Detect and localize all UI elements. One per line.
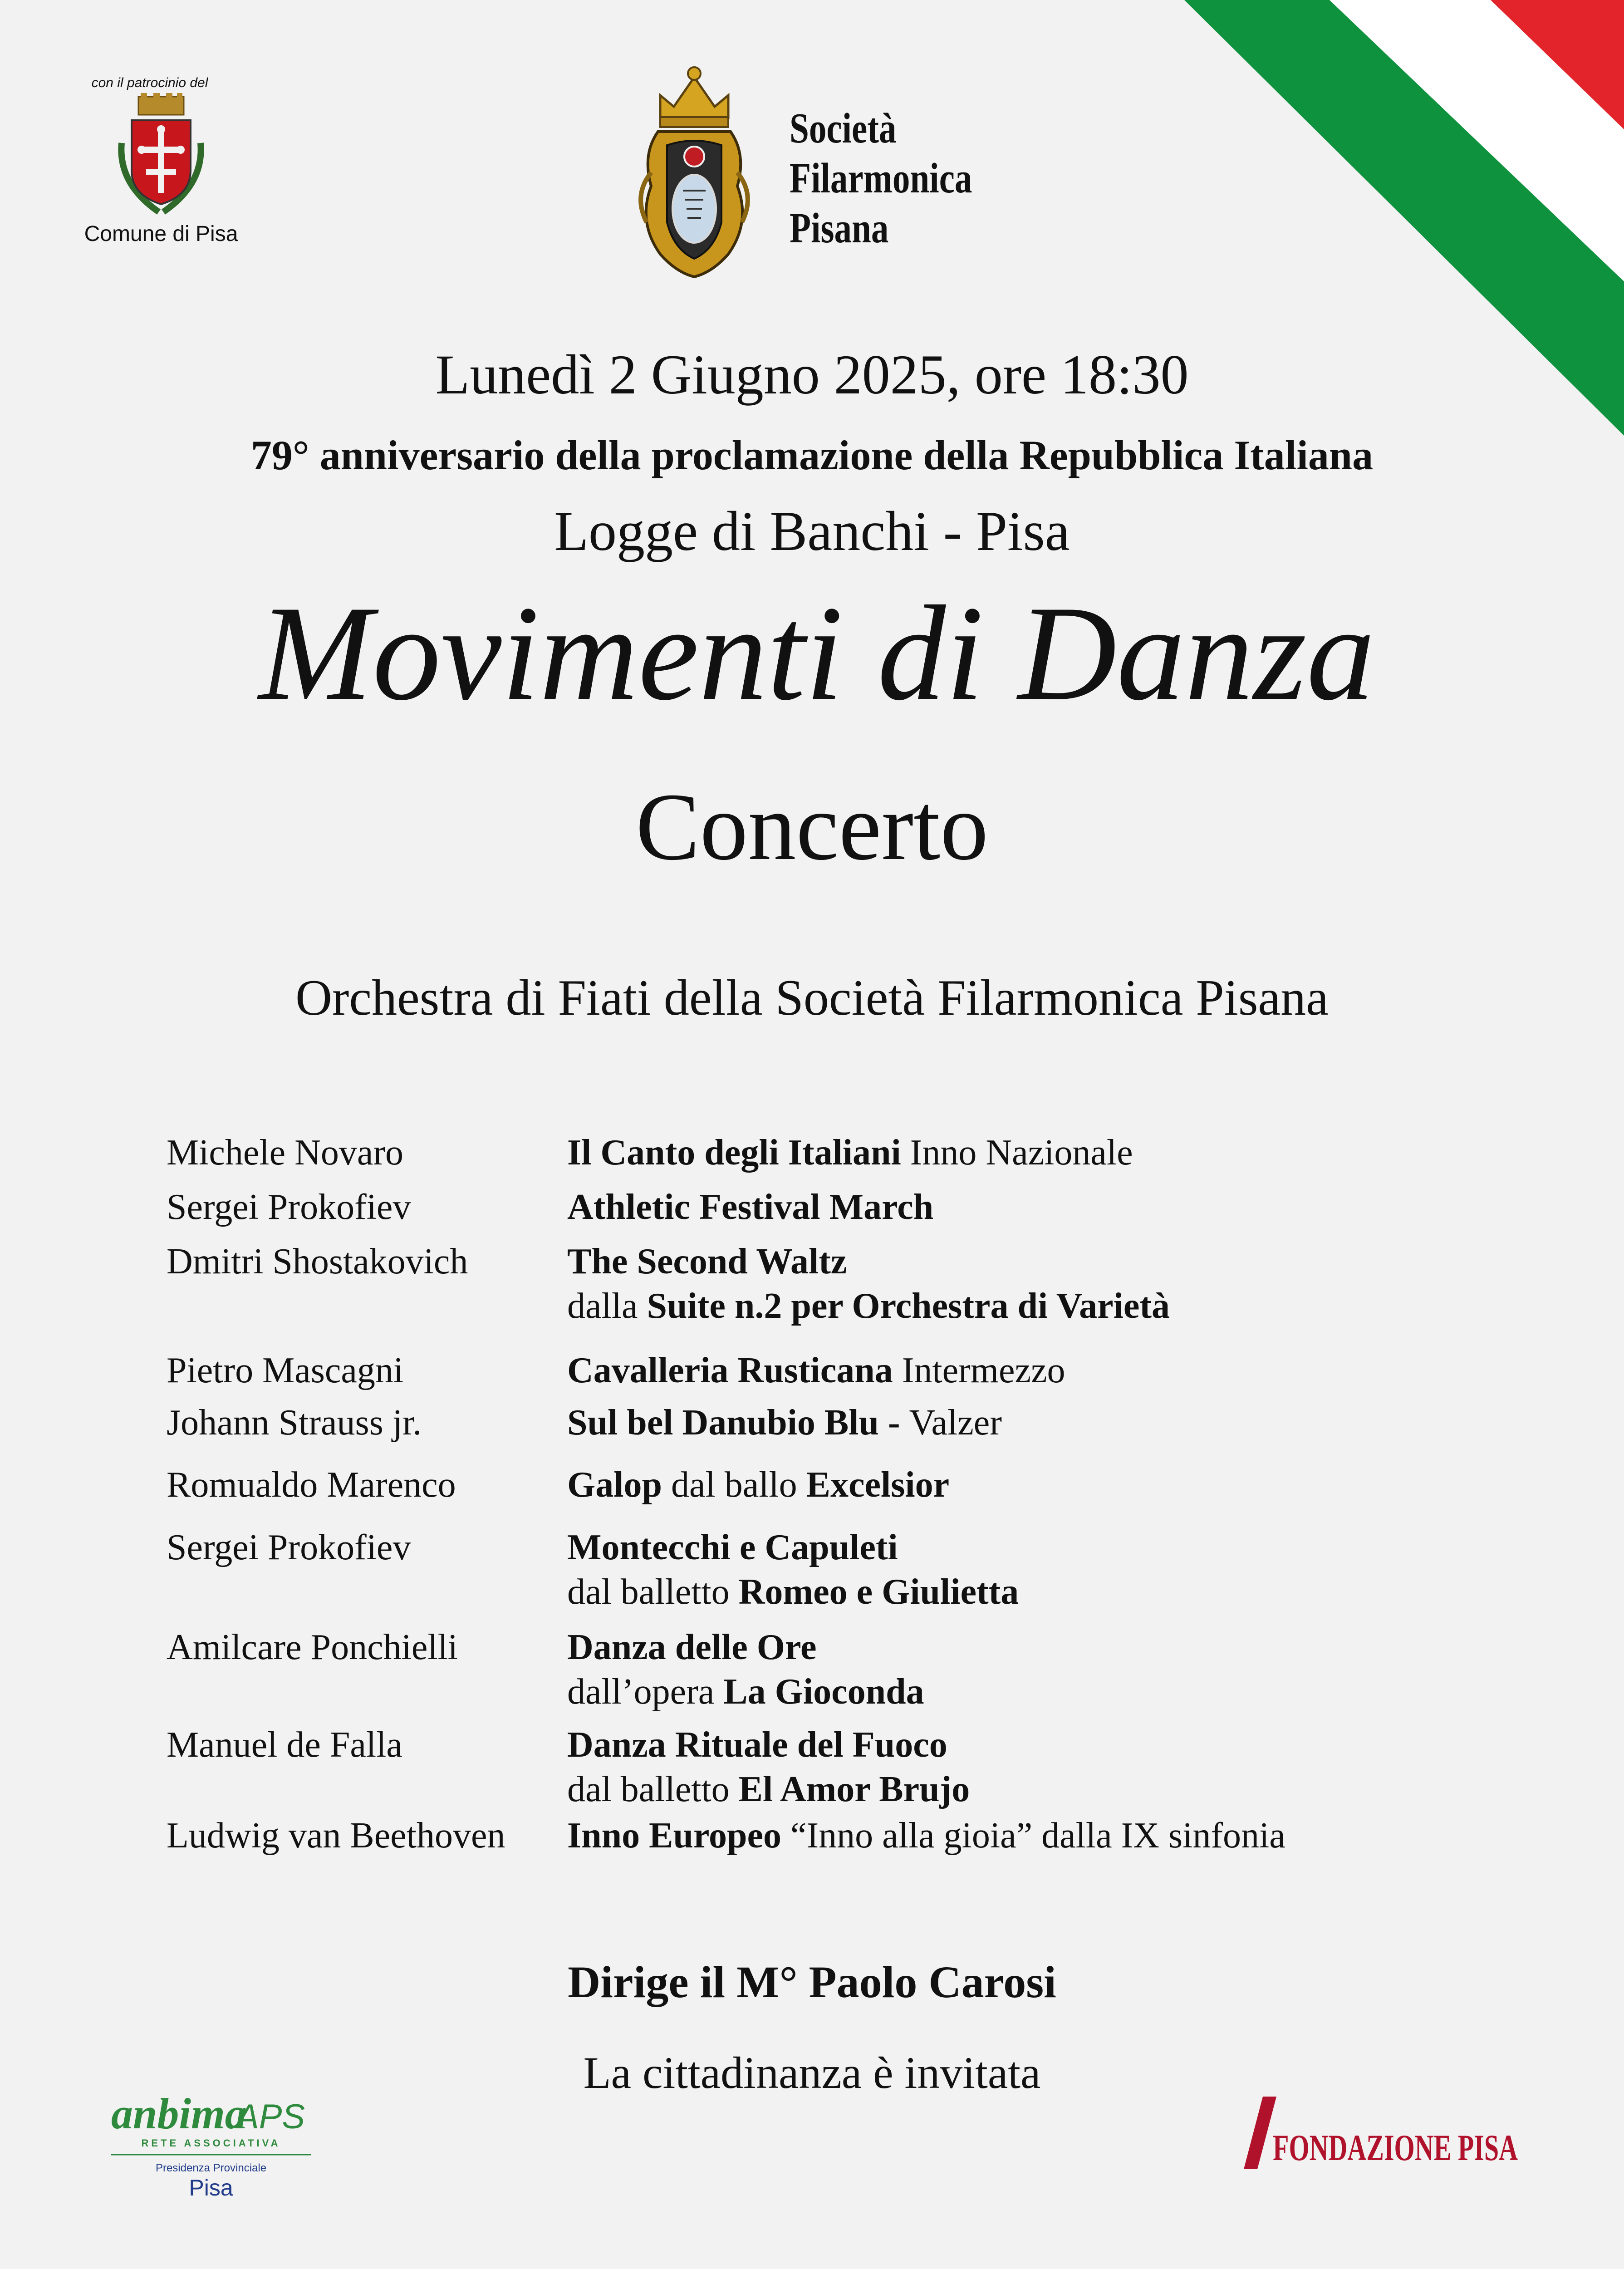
society-wordmark-line: Filarmonica (790, 155, 972, 202)
society-wordmark-line: Pisana (790, 205, 889, 252)
event-title (236, 576, 1398, 767)
program-work (567, 1352, 1065, 1389)
program-composer: Sergei Prokofiev (167, 1527, 411, 1567)
program-work (567, 1629, 817, 1665)
event-anniversary: 79° anniversario della proclamazione della Repubblica Italiana (250, 432, 1374, 478)
program-work-title: El Amor Brujo (738, 1769, 970, 1809)
anbima-city: Pisa (189, 2175, 233, 2200)
anbima-sub: Presidenza Provinciale (155, 2162, 267, 2174)
program-work-title: Danza delle Ore (567, 1627, 817, 1667)
program-work (567, 1674, 924, 1710)
program-work-title: La Gioconda (723, 1672, 924, 1712)
program-work (567, 1574, 1019, 1610)
program-work-note: Inno Nazionale (901, 1133, 1133, 1173)
program-work-title: Il Canto degli Italiani (567, 1133, 901, 1173)
patronage-label: con il patrocinio del (91, 75, 208, 90)
event-venue: Logge di Banchi - Pisa (554, 500, 1070, 562)
fondazione-pisa-logo (1241, 2097, 1522, 2169)
program-work-title: Sul bel Danubio Blu - (567, 1403, 909, 1443)
event-date: Lunedì 2 Giugno 2025, ore 18:30 (435, 344, 1189, 406)
invitation-line: La cittadinanza è invitata (583, 2048, 1041, 2098)
program-work-note: dal balletto (567, 1769, 739, 1809)
program-work-title: Danza Rituale del Fuoco (567, 1725, 947, 1765)
society-wordmark-line: Società (790, 105, 897, 152)
program-work (567, 1243, 847, 1280)
program-work (567, 1288, 1170, 1324)
program-work (567, 1817, 1285, 1854)
anbima-suffix: APS (236, 2097, 305, 2136)
program-work-note: dal ballo (662, 1465, 806, 1505)
program-work (567, 1529, 898, 1566)
program-work-title: Cavalleria Rusticana (567, 1351, 893, 1390)
program-work-title: Athletic Festival March (567, 1187, 934, 1227)
anbima-tagline: RETE ASSOCIATIVA (141, 2137, 281, 2149)
program-work (567, 1727, 947, 1763)
society-wordmark (790, 103, 972, 253)
program-composer: Pietro Mascagni (167, 1351, 404, 1390)
program-work-title: The Second Waltz (567, 1242, 847, 1282)
program-work (567, 1405, 1002, 1441)
program-work-title: Montecchi e Capuleti (567, 1527, 898, 1567)
program-composer: Romualdo Marenco (167, 1465, 456, 1505)
program-work-note: Intermezzo (893, 1351, 1065, 1390)
program-work-title: Suite n.2 per Orchestra di Varietà (647, 1286, 1170, 1326)
program-work-title: Inno Europeo (567, 1816, 782, 1856)
program-composer: Amilcare Ponchielli (167, 1627, 458, 1667)
program-work-note: dal balletto (567, 1572, 739, 1612)
event-title-text: Movimenti di Danza (256, 578, 1375, 728)
program-work (567, 1771, 970, 1807)
program-composer: Johann Strauss jr. (167, 1403, 422, 1443)
program-work-title: Excelsior (806, 1465, 950, 1505)
program-work-title: Romeo e Giulietta (738, 1572, 1019, 1612)
program-composer: Ludwig van Beethoven (167, 1816, 505, 1856)
program-composer: Manuel de Falla (167, 1725, 402, 1765)
fondazione-pisa-text: FONDAZIONE PISA (1273, 2127, 1518, 2168)
program-work-note: Valzer (909, 1403, 1002, 1443)
program-work-note: dall’opera (567, 1672, 724, 1712)
conductor-line: Dirige il M° Paolo Carosi (568, 1957, 1056, 2007)
anbima-name: anbima (111, 2089, 247, 2138)
program-work-title: Galop (567, 1465, 662, 1505)
program-work (567, 1467, 949, 1503)
filarmonica-coat-of-arms (633, 59, 756, 281)
program-work (567, 1134, 1133, 1171)
program-work-note: “Inno alla gioia” dalla IX sinfonia (781, 1816, 1285, 1856)
program-composer: Michele Novaro (167, 1133, 404, 1173)
anbima-logo (107, 2078, 315, 2205)
program-work-note: dalla (567, 1286, 647, 1326)
orchestra-name: Orchestra di Fiati della Società Filarmonica Pisana (295, 970, 1329, 1026)
comune-pisa-crest (113, 93, 209, 216)
patronage-name: Comune di Pisa (84, 222, 238, 246)
event-subtitle: Concerto (635, 773, 989, 880)
program-composer: Dmitri Shostakovich (167, 1242, 468, 1282)
program-work (567, 1189, 933, 1225)
program-composer: Sergei Prokofiev (167, 1187, 411, 1227)
